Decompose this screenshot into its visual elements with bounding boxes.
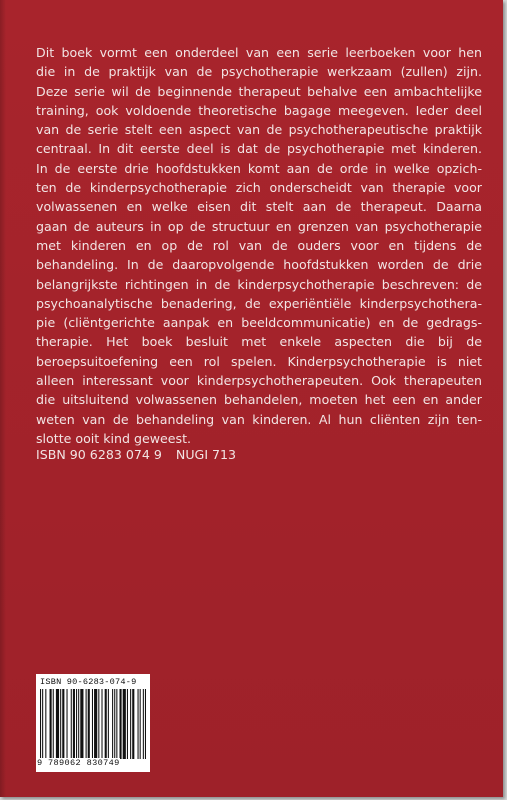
barcode-icon [40,689,146,759]
blurb-text [36,43,482,448]
blurb-line: die uitsluitend volwassenen behandelen, moeten het een en ander [36,392,482,408]
barcode-bar [98,689,99,759]
blurb-line: therapie. Het boek besluit met enkele aspecten die bij de [36,334,482,350]
blurb-line: pie (cliëntgerichte aanpak en beeldcommunicatie) en de gedrags- [36,315,482,331]
blurb-line: ten de kinderpsychotherapie zich onderscheidt van therapie voor [36,180,482,196]
barcode-bar [114,689,115,759]
blurb-line: weten van de behandeling van kinderen. Al hun cliënten zijn ten- [36,411,482,427]
barcode-label [36,674,150,772]
barcode-bar [112,689,113,759]
barcode-bar [73,689,75,759]
barcode-bar [88,689,90,759]
blurb-line: In de eerste drie hoofdstukken komt aan de orde in welke opzich- [36,160,482,176]
barcode-bar [145,689,146,759]
blurb-line: belangrijkste richtingen in de kinderpsychotherapie beschreven: de [36,276,482,292]
barcode-isbn-text: ISBN 90-6283-074-9 [40,677,137,687]
barcode-bar [42,689,43,759]
barcode-bar [67,689,68,759]
blurb-line: alleen interessant voor kinderpsychotherapeuten. Ook therapeuten [36,373,482,389]
barcode-bar [120,689,122,759]
blurb-line: die in de praktijk van de psychotherapie werkzaam (zullen) zijn. [36,64,482,80]
nugi-code: NUGI 713 [175,447,237,462]
barcode-bar [76,689,77,759]
blurb-line: psychoanalytische benadering, de experiëntiële kinderpsychothera- [36,295,482,311]
barcode-bar [40,689,41,759]
barcode-bar [116,689,117,759]
blurb-line: met kinderen en op de rol van de ouders voor en tijdens de [36,237,482,253]
blurb-line: gaan de auteurs in op de structuur en grenzen van psychotherapie [36,218,482,234]
barcode-bar [56,689,59,759]
barcode-digits: 9 789062 830749 [37,758,120,768]
spine-shadow [0,0,6,797]
blurb-line: beroepsuitoefening een rol spelen. Kinderpsychotherapie is niet [36,353,482,369]
barcode-bar [101,689,102,759]
barcode-bar [138,689,139,759]
barcode-bar [105,689,107,759]
barcode-bar [143,689,144,759]
barcode-bar [50,689,52,759]
blurb-line: Deze serie wil de beginnende therapeut behalve een ambachtelijke [36,83,482,99]
barcode-bar [140,689,141,759]
barcode-bar [80,689,83,759]
blurb-line: van de serie stelt een aspect van de psychotherapeutische praktijk [36,122,482,138]
blurb-line: volwassenen en welke eisen dit stelt aan de therapeut. Daarna [36,199,482,215]
barcode-bar [127,689,128,759]
barcode-bar [92,689,93,759]
blurb-line: centraal. In dit eerste deel is dat de psychotherapie met kinderen. [36,141,482,157]
blurb-line: Dit boek vormt een onderdeel van een serie leerboeken voor hen [36,45,482,60]
blurb-line: slotte ooit kind geweest. [36,430,192,446]
barcode-bar [53,689,54,759]
isbn-number: ISBN 90 6283 074 9 [36,447,162,462]
blurb-line: training, ook voldoende theoretische bagage meegeven. Ieder deel [36,102,482,118]
barcode-bar [60,689,61,759]
isbn-nugi-line [36,445,236,464]
blurb-line: behandeling. In de daaropvolgende hoofdstukken worden de drie [36,257,482,273]
barcode-bar [108,689,109,759]
barcode-bar [86,689,87,759]
barcode-bar [132,689,134,759]
barcode-bar [94,689,97,759]
barcode-bar [71,689,72,759]
barcode-bar [45,689,46,759]
barcode-bar [78,689,79,759]
barcode-bar [123,689,126,759]
barcode-bar [62,689,64,759]
barcode-bar [130,689,131,759]
